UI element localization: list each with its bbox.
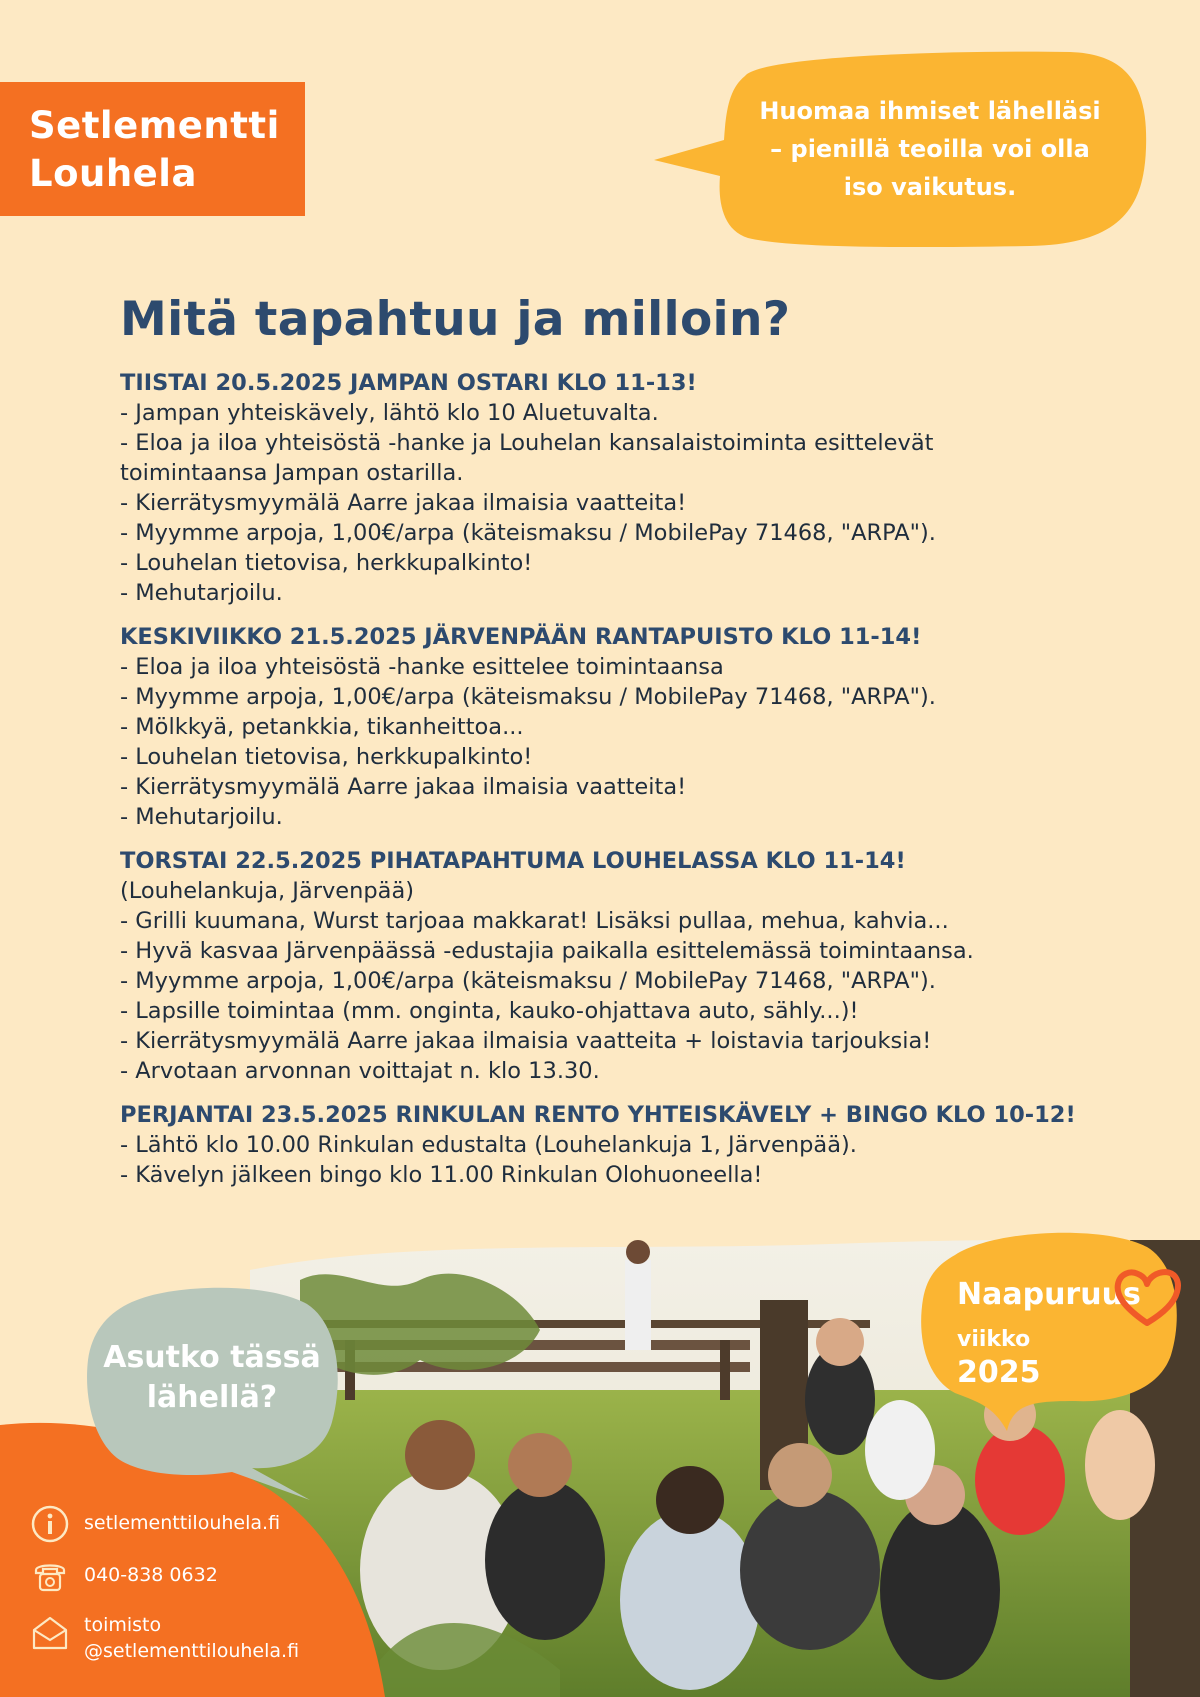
left-bubble-line-2: lähellä? [146,1380,278,1415]
event-line: - Myymme arpoja, 1,00€/arpa (käteismaksu / MobilePay 71468, "ARPA"). [120,968,936,994]
contact-phone[interactable] [30,1556,218,1596]
right-speech-bubble [915,1225,1185,1435]
brand-line-2: Louhela [29,152,197,195]
event-line: - Mehutarjoilu. [120,580,283,606]
left-bubble-line-1: Asutko tässä [103,1340,321,1375]
event-heading: TORSTAI 22.5.2025 PIHATAPAHTUMA LOUHELASSA KLO 11-14! [120,848,906,874]
event-line: - Louhelan tietovisa, herkkupalkinto! [120,744,533,770]
event-line: - Lapsille toimintaa (mm. onginta, kauko-ohjattava auto, sähly...)! [120,998,859,1024]
event-heading: TIISTAI 20.5.2025 JAMPAN OSTARI KLO 11-13! [120,370,697,396]
event-line: - Kierrätysmyymälä Aarre jakaa ilmaisia vaatteita! [120,490,687,516]
event-line: - Mehutarjoilu. [120,804,283,830]
event-line: - Eloa ja iloa yhteisöstä -hanke esittelee toimintaansa [120,654,724,680]
event-friday [120,1100,1120,1190]
top-bubble-line: Huomaa ihmiset lähelläsi [759,97,1101,125]
event-line: - Myymme arpoja, 1,00€/arpa (käteismaksu / MobilePay 71468, "ARPA"). [120,684,936,710]
event-line: - Grilli kuumana, Wurst tarjoaa makkarat! Lisäksi pullaa, mehua, kahvia... [120,908,949,934]
event-line: - Myymme arpoja, 1,00€/arpa (käteismaksu / MobilePay 71468, "ARPA"). [120,520,936,546]
event-line: (Louhelankuja, Järvenpää) [120,878,415,904]
neighborhood-week-title: Naapuruus [957,1277,1141,1312]
event-line: - Eloa ja iloa yhteisöstä -hanke ja Louhelan kansalaistoiminta esittelevät [120,430,934,456]
event-line: - Arvotaan arvonnan voittajat n. klo 13.30. [120,1058,600,1084]
contact-email[interactable] [30,1612,299,1664]
event-line: - Louhelan tietovisa, herkkupalkinto! [120,550,533,576]
event-line: toimintaansa Jampan ostarilla. [120,460,464,486]
event-heading: KESKIVIIKKO 21.5.2025 JÄRVENPÄÄN RANTAPUISTO KLO 11-14! [120,624,922,650]
heart-icon [1112,1268,1182,1328]
event-thursday [120,846,1120,1086]
neighborhood-week-sub: viikko [957,1327,1031,1352]
info-icon [30,1504,70,1544]
event-line: - Kävelyn jälkeen bingo klo 11.00 Rinkulan Olohuoneella! [120,1162,763,1188]
phone-number[interactable]: 040-838 0632 [84,1564,218,1586]
event-heading: PERJANTAI 23.5.2025 RINKULAN RENTO YHTEISKÄVELY + BINGO KLO 10-12! [120,1102,1076,1128]
neighborhood-week-year: 2025 [957,1355,1041,1390]
contact-website[interactable] [30,1504,280,1544]
mail-icon [30,1612,70,1652]
top-bubble-text [740,92,1120,206]
brand-line-1: Setlementti [29,104,280,147]
brand-logo [0,82,305,216]
website-link[interactable]: setlementtilouhela.fi [84,1512,281,1534]
event-tuesday [120,368,1120,608]
event-line: - Hyvä kasvaa Järvenpäässä -edustajia paikalla esittelemässä toimintaansa. [120,938,974,964]
event-line: - Kierrätysmyymälä Aarre jakaa ilmaisia vaatteita! [120,774,687,800]
event-line: - Lähtö klo 10.00 Rinkulan edustalta (Louhelankuja 1, Järvenpää). [120,1132,857,1158]
top-bubble-line: iso vaikutus. [843,173,1017,201]
event-line: - Jampan yhteiskävely, lähtö klo 10 Aluetuvalta. [120,400,659,426]
left-bubble-text [92,1338,332,1418]
event-line: - Kierrätysmyymälä Aarre jakaa ilmaisia vaatteita + loistavia tarjouksia! [120,1028,932,1054]
event-line: - Mölkkyä, petankkia, tikanheittoa... [120,714,524,740]
phone-icon [30,1556,70,1596]
email-line-1[interactable]: toimisto [84,1614,162,1636]
top-bubble-line: – pienillä teoilla voi olla [770,135,1090,163]
page-title: Mitä tapahtuu ja milloin? [120,292,791,347]
event-list [120,290,1120,1204]
email-line-2[interactable]: @setlementtilouhela.fi [84,1640,300,1662]
event-wednesday [120,622,1120,832]
